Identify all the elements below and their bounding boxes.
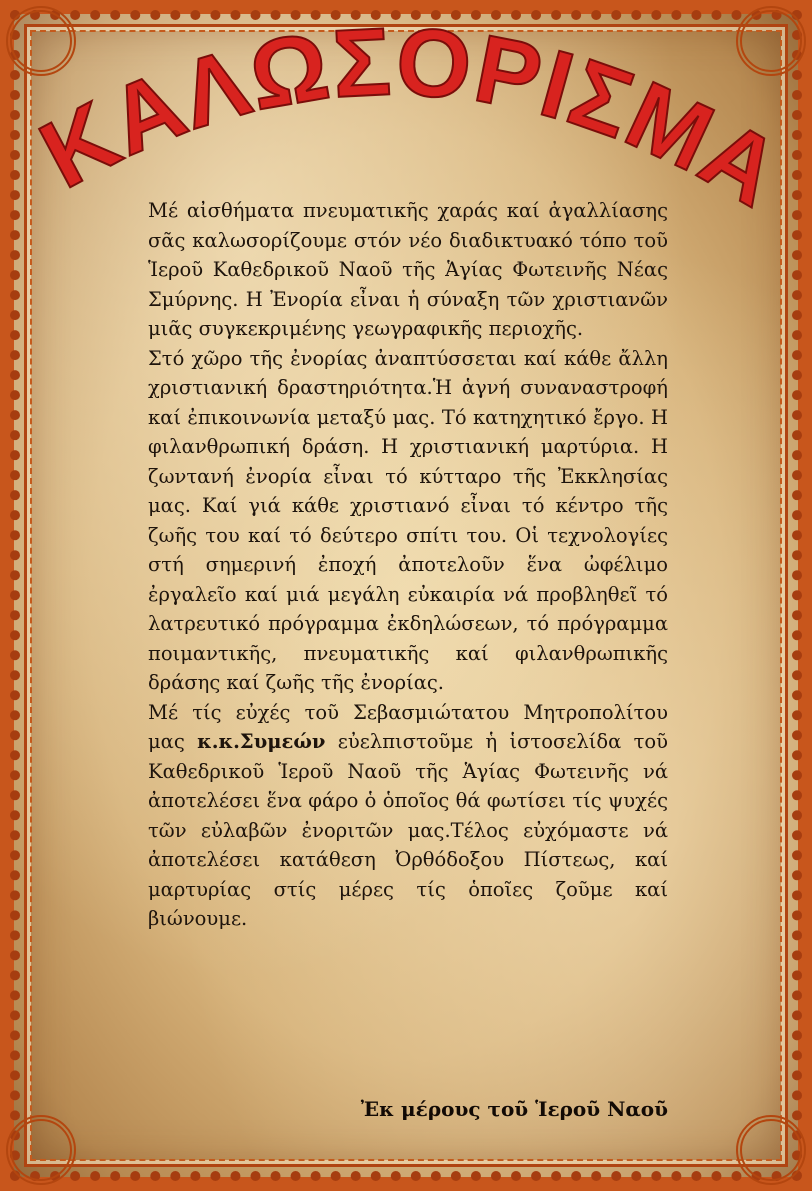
closing-text-start: Μέ τίς εὐχές τοῦ Σεβασμιώτατου Μητροπολίτου μας (148, 700, 668, 753)
paragraph-2: Στό χῶρο τῆς ἐνορίας ἀναπτύσσεται καί κάθε ἄλλη χριστιανική δραστηριότητα.Ἡ ἁγνή συναναστροφή καί ἐπικοινωνία μεταξύ μας. Τό κατηχητικό ἔργο. Η φιλανθρωπική δράση. Η χριστιανική μαρτύρια. Η ζωντανή ἐνορία εἶναι τό κύτταρο τῆς Ἐκκλησίας μας. Καί γιά κάθε χριστιανό εἶναι τό κέντρο τῆς ζωῆς του καί τό δεύτερο σπίτι του. Οἱ τεχνολογίες στή σημερινή ἐποχή ἀποτελοῦν ἕνα ὠφέλιμο ἐργαλεῖο καί μιά μεγάλη εὐκαιρία νά προβληθεῖ τό λατρευτικό πρόγραμμα ἐκδηλώσεων, τό πρόγραμμα ποιμαντικῆς, πνευματικῆς καί φιλανθρωπικῆς δράσης καί ζωῆς τῆς ἐνορίας. (148, 346, 668, 694)
corner-ornament-bottom-left (6, 1115, 76, 1185)
paragraph-1: Μέ αἰσθήματα πνευματικῆς χαράς καί ἀγαλλίασης σᾶς καλωσορίζουμε στόν νέο διαδικτυακό τόπο τοῦ Ἱεροῦ Καθεδρικοῦ Ναοῦ τῆς Ἁγίας Φωτεινῆς Νέας Σμύρνης. Η Ἐνορία εἶναι ἡ σύναξη τῶν χριστιανῶν μιᾶς συγκεκριμένης γεωγραφικῆς περιοχῆς. (148, 199, 668, 340)
signature: Ἐκ μέρους τοῦ Ἱεροῦ Ναοῦ (360, 1097, 668, 1121)
metropolitan-name: κ.κ.Συμεών (197, 730, 326, 753)
closing-text-end: εὐελπιστοῦμε ἡ ἱστοσελίδα τοῦ Καθεδρικοῦ Ἱεροῦ Ναοῦ τῆς Ἁγίας Φωτεινῆς νά ἀποτελέσει ἕνα φάρο ὁ ὁποῖος θά φωτίσει τίς ψυχές τῶν εὐλαβῶν ἐνοριτῶν μας.Τέλος εὐχόμαστε νά ἀποτελέσει κατάθεση Ὀρθόδοξου Πίστεως, καί μαρτυρίας στίς μέρες τίς ὁποῖες ζοῦμε καί βιώνουμε. (148, 730, 668, 930)
corner-ornament-bottom-right (736, 1115, 806, 1185)
welcome-message (148, 196, 668, 934)
paragraph-3 (148, 698, 668, 934)
page-title: ΚΑΛΩΣΟΡΙΣΜΑ (24, 7, 799, 229)
